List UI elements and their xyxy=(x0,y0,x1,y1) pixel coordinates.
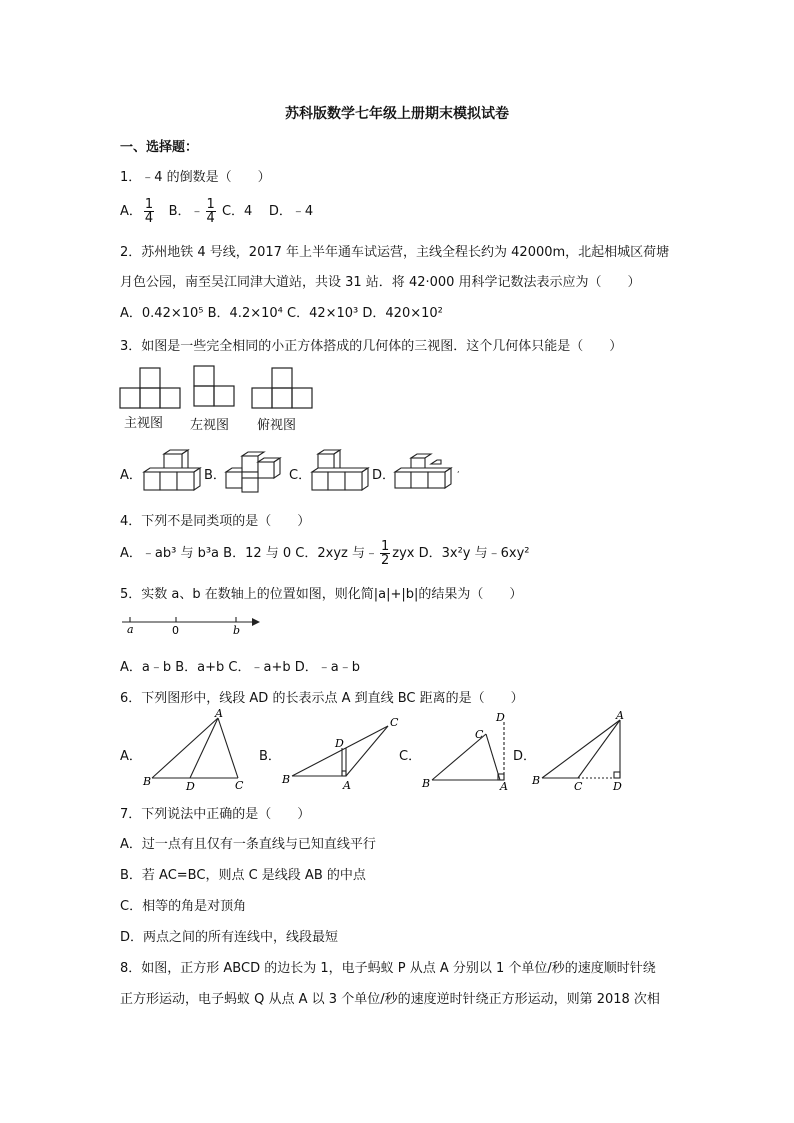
question-7-option-b: B．若 AC=BC，则点 C 是线段 AB 的中点 xyxy=(120,868,366,883)
option-b-label: B． xyxy=(259,749,281,764)
point-b-label: B xyxy=(532,774,541,787)
point-a-label: A xyxy=(500,780,508,793)
question-8-line-2: 正方形运动，电子蚂蚁 Q 从点 A 以 3 个单位/秒的速度逆时针绕正方形运动，则第 2018 次相 xyxy=(120,992,660,1007)
question-4-stem: 4．下列不是同类项的是（ ） xyxy=(120,514,311,529)
question-1-stem: 1．﹣4 的倒数是（ ） xyxy=(120,170,271,185)
triangle-figure-d xyxy=(532,708,642,794)
option-c-label: C． xyxy=(399,749,422,764)
cube-figure-a xyxy=(142,448,202,494)
triangle-figure-a xyxy=(140,708,250,794)
question-3-stem: 3．如图是一些完全相同的小正方体搭成的几何体的三视图．这个几何体只能是（ ） xyxy=(120,339,623,354)
point-d-label: D xyxy=(335,737,344,750)
option-d-label: D． xyxy=(372,468,396,483)
fraction-a: $\frac{1}{4}$ xyxy=(144,197,154,226)
question-7-option-c: C．相等的角是对顶角 xyxy=(120,899,247,914)
point-d-label: D xyxy=(496,711,505,724)
point-c-label: C xyxy=(475,728,484,741)
cube-figure-c xyxy=(308,448,370,494)
question-8-line-1: 8．如图，正方形 ABCD 的边长为 1，电子蚂蚁 P 从点 A 分别以 1 个单位/秒的速度顺时针绕 xyxy=(120,961,656,976)
option-c-label: C． xyxy=(289,468,312,483)
point-a-label: A xyxy=(215,707,223,720)
axis-label-a: a xyxy=(127,623,134,636)
question-2-line-2: 月色公园，南至吴江同津大道站，共设 31 站．将 42·000 用科学记数法表示应为（ ） xyxy=(120,275,641,290)
triangle-figure-c xyxy=(420,708,520,794)
question-5-options: A．a﹣b B．a+b C．﹣a+b D．﹣a﹣b xyxy=(120,660,360,675)
question-5-stem: 5．实数 a、b 在数轴上的位置如图，则化简|a|+|b|的结果为（ ） xyxy=(120,587,523,602)
question-7-stem: 7．下列说法中正确的是（ ） xyxy=(120,807,311,822)
point-d-label: D xyxy=(186,780,195,793)
section-heading: 一、选择题： xyxy=(120,140,199,155)
point-b-label: B xyxy=(422,777,431,790)
triangle-figure-b xyxy=(280,712,400,792)
question-6-stem: 6．下列图形中，线段 AD 的长表示点 A 到直线 BC 距离的是（ ） xyxy=(120,691,524,706)
point-b-label: B xyxy=(282,773,291,786)
point-a-label: A xyxy=(616,709,624,722)
cube-figure-d xyxy=(393,452,465,494)
question-4-options: A．﹣ab³ 与 b³a B．12 与 0 C．2xyz 与﹣ $\frac{1}{2}$ zyx D．3x²y 与﹣6xy² xyxy=(120,539,530,568)
question-2-options: A．0.42×10⁵ B．4.2×10⁴ C．42×10³ D．420×10² xyxy=(120,306,443,321)
question-7-option-a: A．过一点有且仅有一条直线与已知直线平行 xyxy=(120,837,376,852)
point-d-label: D xyxy=(613,780,622,793)
svg-text:,: , xyxy=(457,465,460,474)
point-c-label: C xyxy=(235,779,244,792)
question-2-line-1: 2．苏州地铁 4 号线，2017 年上半年通车试运营，主线全程长约为 42000m，北起相城区荷塘 xyxy=(120,245,670,260)
axis-label-zero: 0 xyxy=(172,624,179,637)
page-title: 苏科版数学七年级上册期末模拟试卷 xyxy=(285,106,509,122)
question-1-options: A． $\frac{1}{4}$ B．﹣ $\frac{1}{4}$ C．4 D．﹣4 xyxy=(120,197,314,226)
top-view-caption: 俯视图 xyxy=(257,418,297,433)
option-a-label: A． xyxy=(120,749,142,764)
point-b-label: B xyxy=(143,775,152,788)
option-b-label: B． xyxy=(204,468,226,483)
fraction-half: $\frac{1}{2}$ xyxy=(380,539,390,568)
cube-figure-b xyxy=(224,450,286,494)
option-a-label: A． xyxy=(120,468,142,483)
three-views-figure xyxy=(118,364,318,412)
point-c-label: C xyxy=(574,780,583,793)
fraction-b: $\frac{1}{4}$ xyxy=(206,197,215,226)
point-c-label: C xyxy=(390,716,399,729)
front-view-caption: 主视图 xyxy=(124,416,164,431)
number-line xyxy=(122,612,262,640)
axis-label-b: b xyxy=(233,624,241,637)
question-7-option-d: D．两点之间的所有连线中，线段最短 xyxy=(120,930,339,945)
left-view-caption: 左视图 xyxy=(190,418,230,433)
point-a-label: A xyxy=(343,779,351,792)
option-d-label: D． xyxy=(513,749,537,764)
